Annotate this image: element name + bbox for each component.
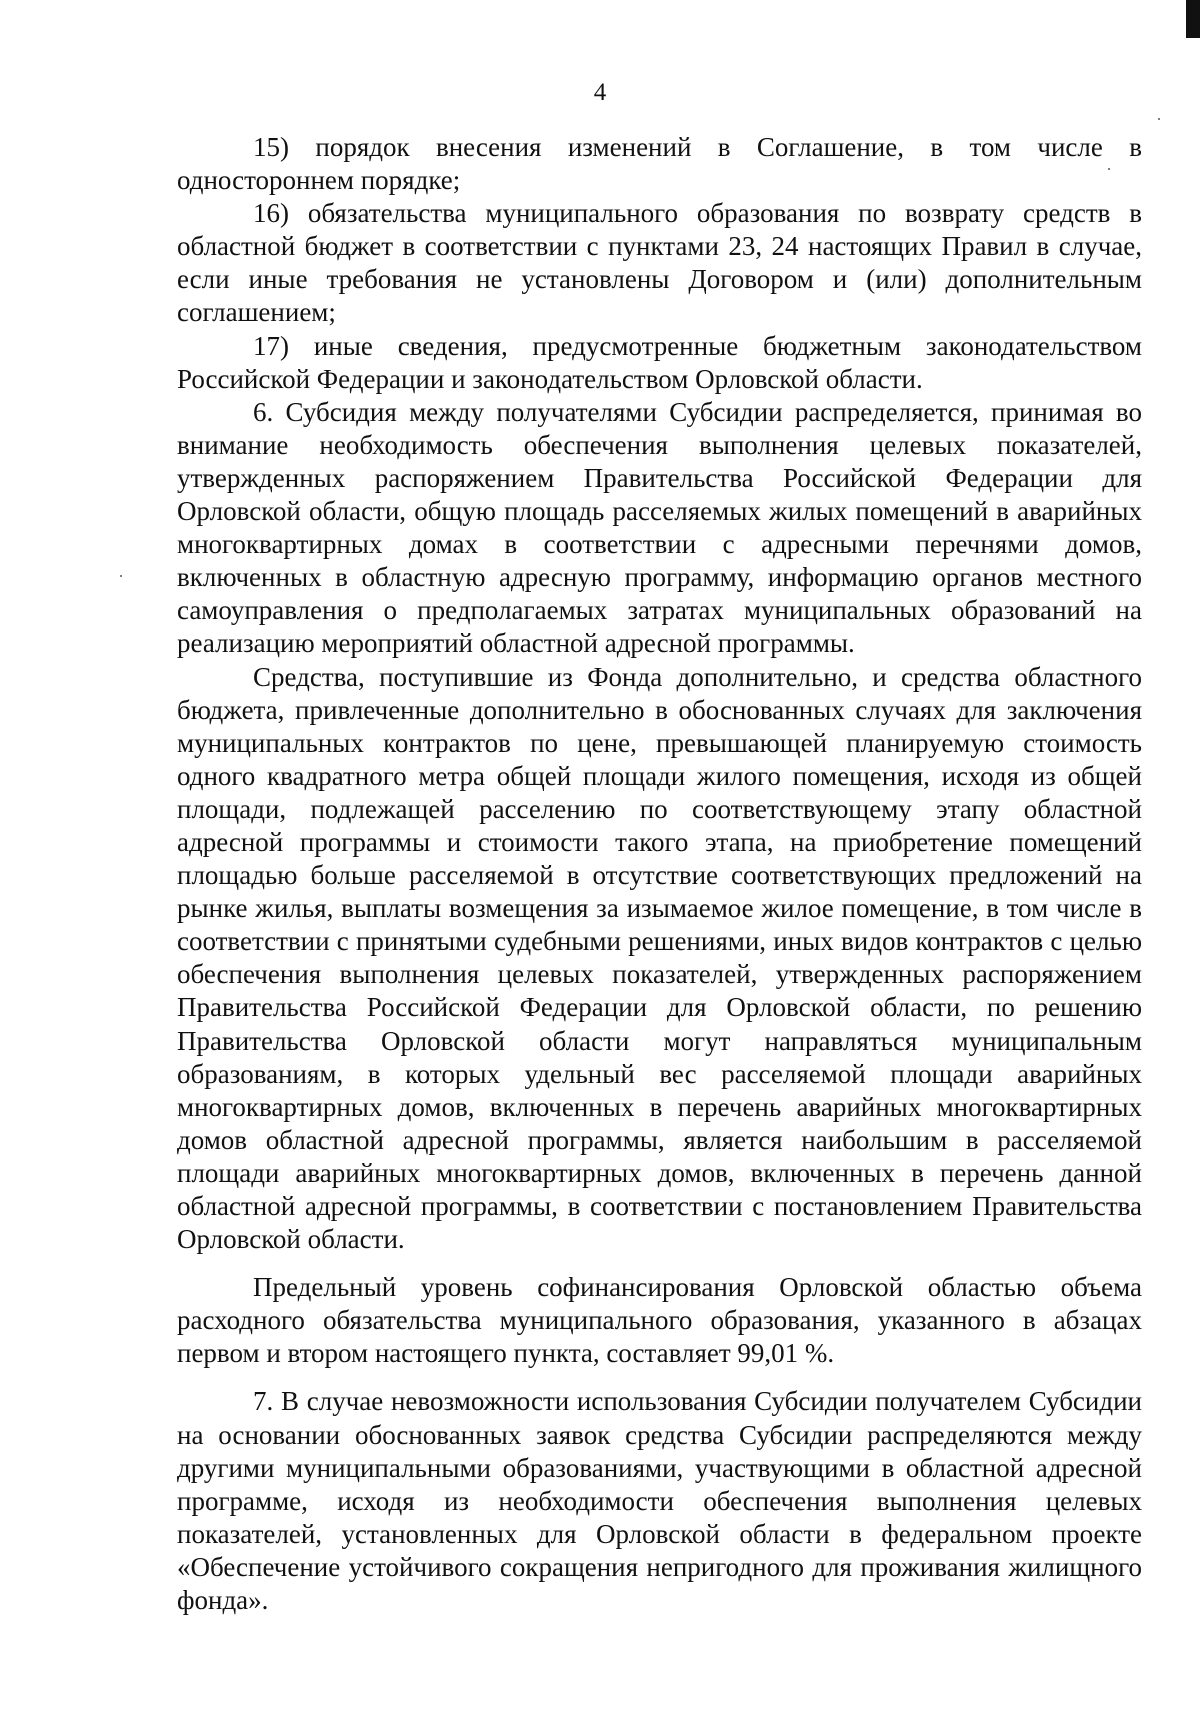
document-body xyxy=(177,131,1142,1617)
paragraph-additional-funds: Средства, поступившие из Фонда дополнительно, и средства областного бюджета, привлеченные дополнительно в обоснованных случаях для заключения муниципальных контрактов по цене, превышающей планируемую стоимость одного квадратного метра общей площади жилого помещения, исходя из общей площади, подлежащей расселению по соответствующему этапу областной адресной программы и стоимости такого этапа, на приобретение помещений площадью больше расселяемой в отсутствие соответствующих предложений на рынке жилья, выплаты возмещения за изымаемое жилое помещение, в том числе в соответствии с принятыми судебными решениями, иных видов контрактов с целью обеспечения выполнения целевых показателей, утвержденных распоряжением Правительства Российской Федерации для Орловской области, по решению Правительства Орловской области могут направляться муниципальным образованиям, в которых удельный вес расселяемой площади аварийных многоквартирных домов, включенных в перечень аварийных многоквартирных домов областной адресной программы, является наибольшим в расселяемой площади аварийных многоквартирных домов, включенных в перечень данной областной адресной программы, в соответствии с постановлением Правительства Орловской области. xyxy=(177,661,1142,1255)
paragraph-item-17: 17) иные сведения, предусмотренные бюджетным законодательством Российской Федерации и законодательством Орловской области. xyxy=(177,330,1142,394)
paragraph-item-16: 16) обязательства муниципального образования по возврату средств в областной бюджет в соответствии с пунктами 23, 24 настоящих Правил в случае, если иные требования не установлены Договором и (или) дополнительным соглашением; xyxy=(177,198,1142,328)
page-number: 4 xyxy=(593,79,607,106)
paragraph-item-15: 15) порядок внесения изменений в Соглашение, в том числе в одностороннем порядке; xyxy=(177,132,1142,196)
paragraph-cofinancing-level: Предельный уровень софинансирования Орловской областью объема расходного обязательства муниципального образования, указанного в абзацах первом и втором настоящего пункта, составляет 99,01 %. xyxy=(177,1272,1142,1369)
scan-speck xyxy=(120,575,122,577)
paragraph-point-7: 7. В случае невозможности использования Субсидии получателем Субсидии на основании обоснованных заявок средства Субсидии распределяются между другими муниципальными образованиями, участвующими в областной адресной программе, исходя из необходимости обеспечения выполнения целевых показателей, установленных для Орловской области в федеральном проекте «Обеспечение устойчивого сокращения непригодного для проживания жилищного фонда». xyxy=(177,1386,1142,1616)
scan-edge-mark xyxy=(1186,0,1200,38)
paragraph-point-6: 6. Субсидия между получателями Субсидии распределяется, принимая во внимание необходимость обеспечения выполнения целевых показателей, утвержденных распоряжением Правительства Российской Федерации для Орловской области, общую площадь расселяемых жилых помещений в аварийных многоквартирных домах в соответствии с адресными перечнями домов, включенных в областную адресную программу, информацию органов местного самоуправления о предполагаемых затратах муниципальных образований на реализацию мероприятий областной адресной программы. xyxy=(177,396,1142,659)
scan-speck xyxy=(1158,118,1160,120)
